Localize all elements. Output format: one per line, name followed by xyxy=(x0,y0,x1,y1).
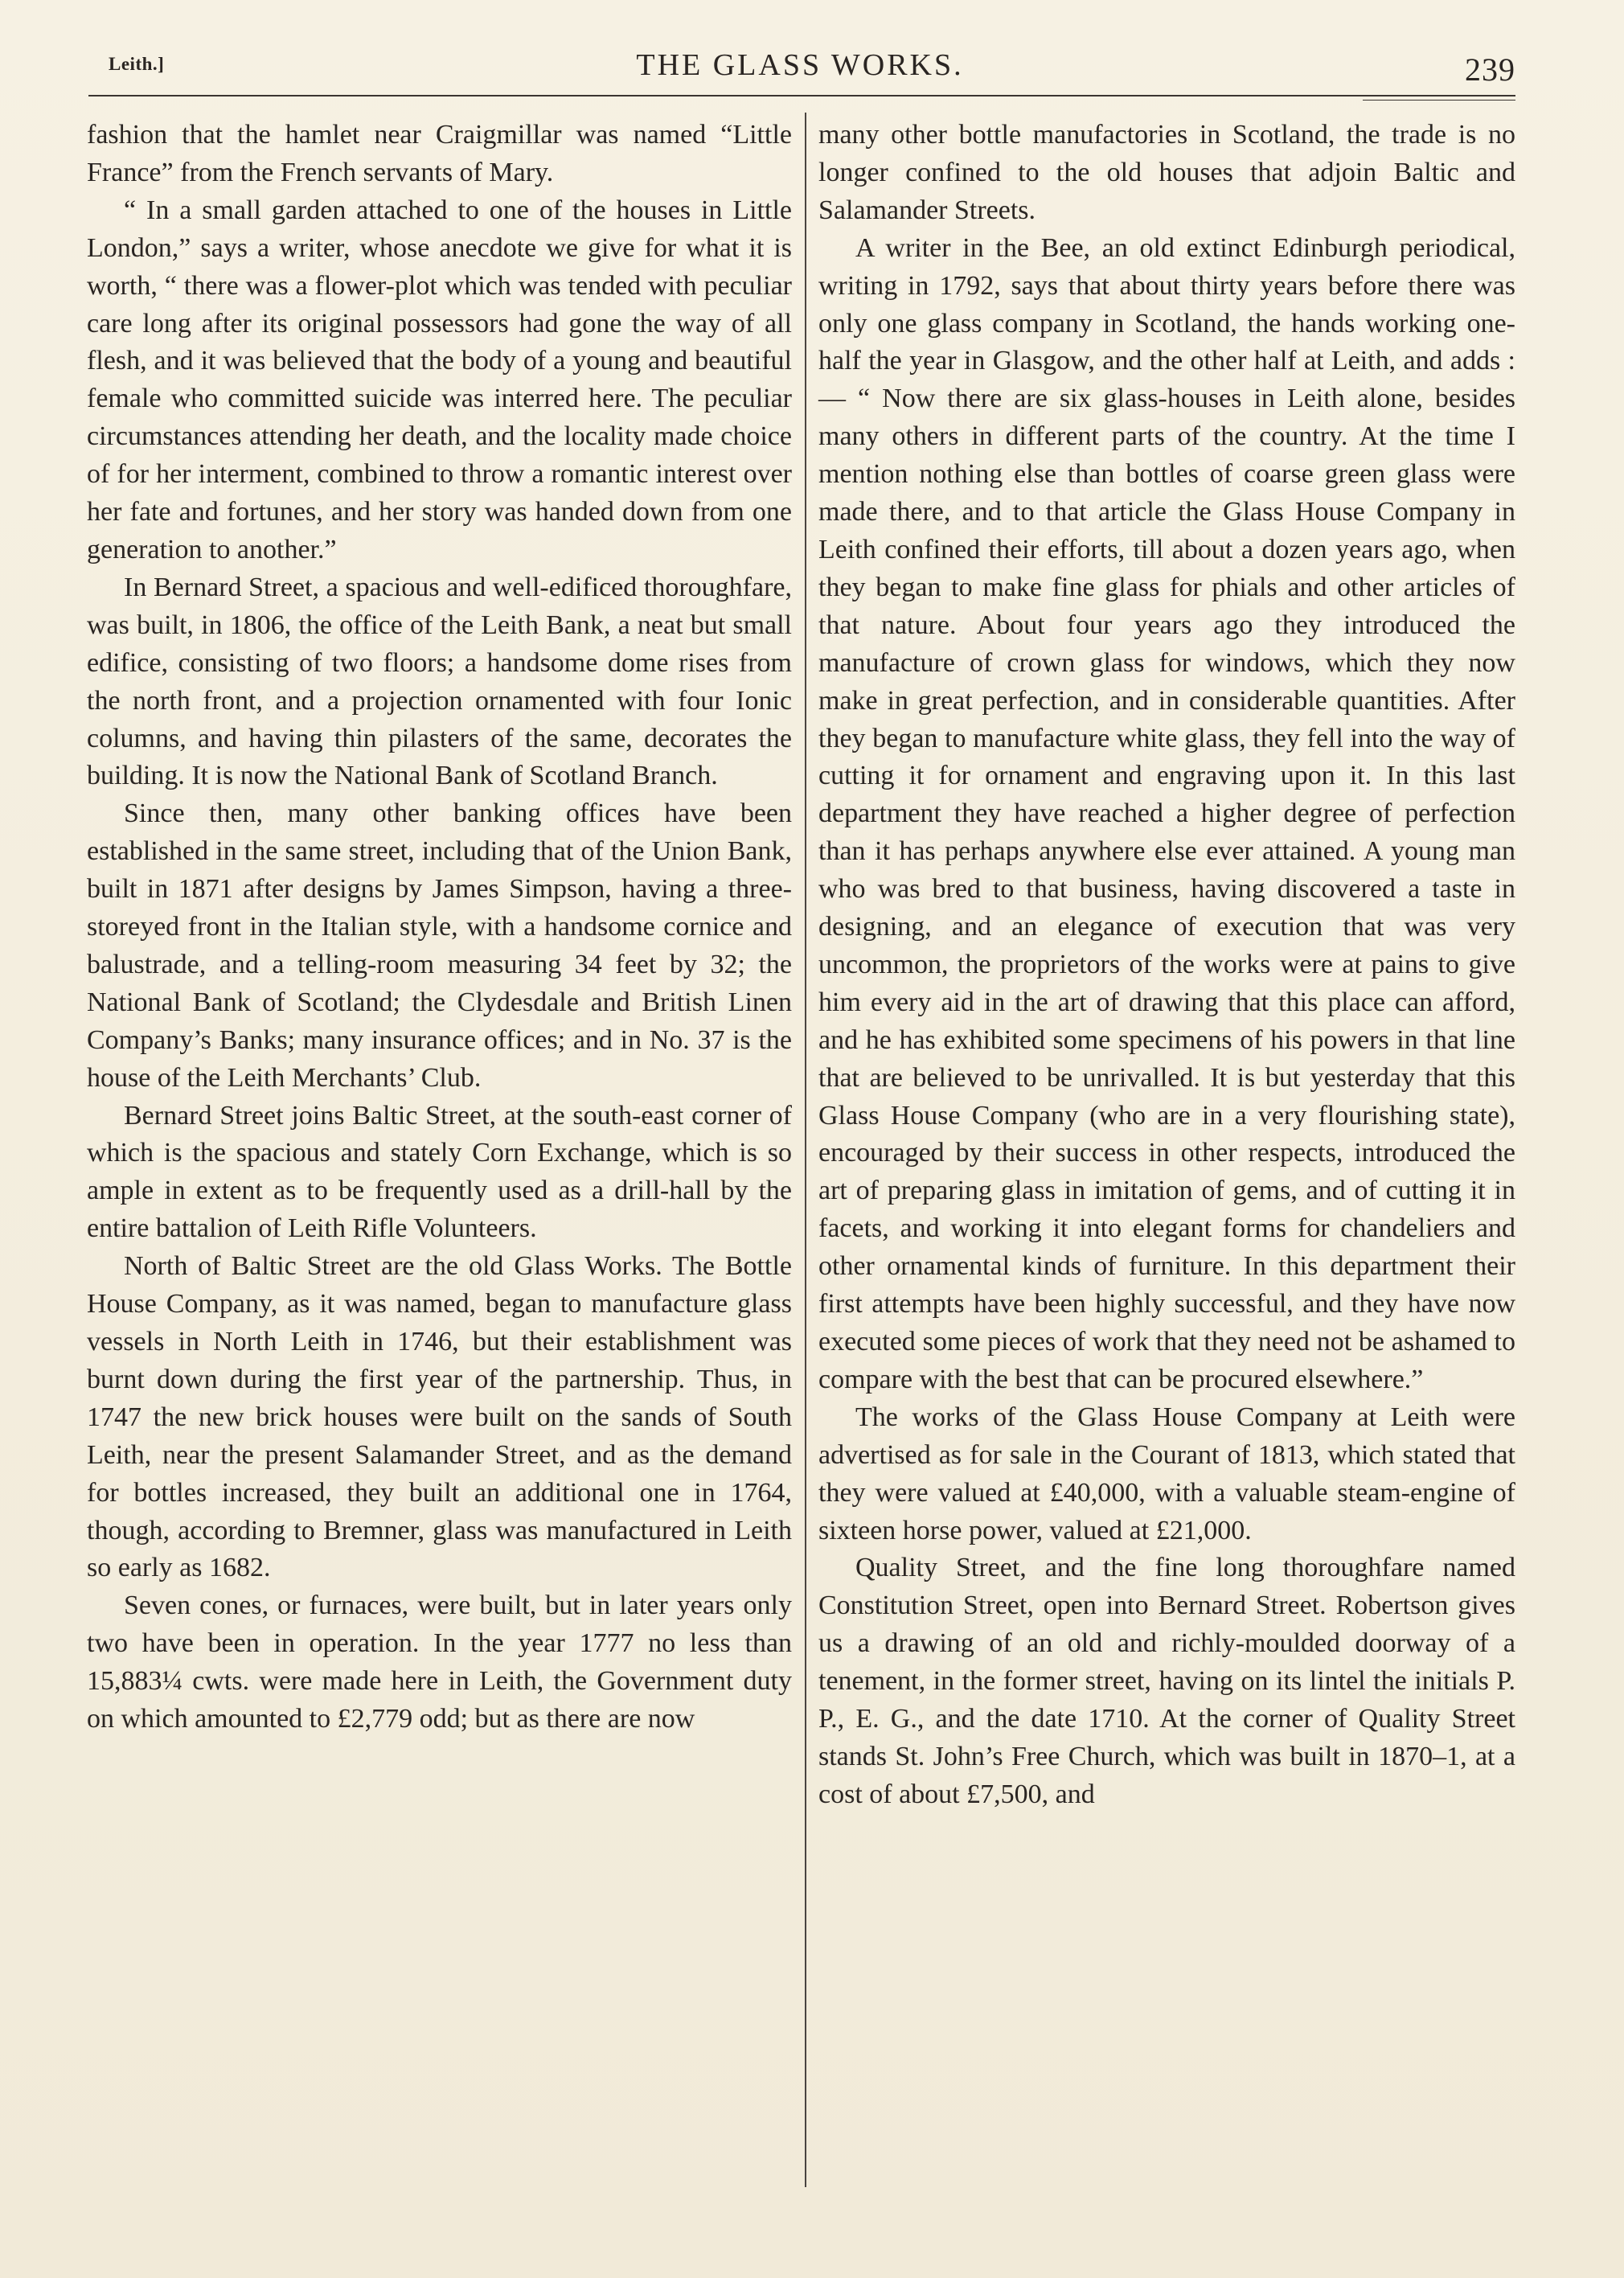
running-head xyxy=(84,44,1515,92)
paragraph: The works of the Glass House Company at Leith were advertised as for sale in the Courant of 1813, which stated that they were valued at £40,000, with a valuable steam-engine of sixteen horse power, valued at £21,000. xyxy=(818,1402,1515,1545)
column-divider xyxy=(805,113,806,2187)
section-marker: Leith.] xyxy=(109,54,165,74)
paragraph: many other bottle manufactories in Scotland, the trade is no longer confined to the old houses that adjoin Baltic and Salamander Streets. xyxy=(818,120,1515,225)
header-rule-short xyxy=(1363,100,1515,101)
page-title: THE GLASS WORKS. xyxy=(636,48,964,82)
paragraph: Bernard Street joins Baltic Street, at the south-east corner of which is the spacious and stately Corn Exchange, which is so ample in extent as to be frequently used as a drill-hall by the entire battalion of Leith Rifle Volunteers. xyxy=(87,1100,792,1244)
paragraph: fashion that the hamlet near Craigmillar was named “Little France” from the French servants of Mary. xyxy=(87,120,792,187)
paragraph: Seven cones, or furnaces, were built, but in later years only two have been in operation. In the year 1777 no less than 15,883¼ cwts. were made here in Leith, the Government duty on which amounted to £2,779 odd; but as there are now xyxy=(87,1590,792,1734)
page-number: 239 xyxy=(1465,51,1515,88)
header-rule xyxy=(88,95,1515,96)
paragraph: Since then, many other banking offices have been established in the same street, including that of the Union Bank, built in 1871 after designs by James Simpson, having a three-storeyed front in the Italian style, with a handsome cornice and balustrade, and a telling-room measuring 34 feet by 32; the National Bank of Scotland; the Clydesdale and British Linen Company’s Banks; many insurance offices; and in No. 37 is the house of the Leith Merchants’ Club. xyxy=(87,798,792,1093)
paragraph: In Bernard Street, a spacious and well-edificed thoroughfare, was built, in 1806, the office of the Leith Bank, a neat but small edifice, consisting of two floors; a handsome dome rises from the north front, and a projection ornamented with four Ionic columns, and having thin pilasters of the same, decorates the building. It is now the National Bank of Scotland Branch. xyxy=(87,572,792,791)
paragraph: A writer in the Bee, an old extinct Edinburgh periodical, writing in 1792, says that about thirty years before there was only one glass company in Scotland, the hands working one-half the year in Glasgow, and the other half at Leith, and adds :— “ Now there are six glass-houses in Leith alone, besides many others in different parts of the country. At the time I mention nothing else than bottles of coarse green glass were made there, and to that article the Glass House Company in Leith confined their efforts, till about a dozen years ago, when they began to make fine glass for phials and other articles of that nature. About four years ago they introduced the manufacture of crown glass for windows, which they now make in great perfection, and in considerable quantities. After they began to manufacture white glass, they fell into the way of cutting it for ornament and engraving upon it. In this last department they have reached a higher degree of perfection than it has perhaps anywhere else ever attained. A young man who was bred to that business, having discovered a taste in designing, and an elegance of execution that was very uncommon, the proprietors of the works were at pains to give him every aid in the art of drawing that this place can afford, and he has exhibited some specimens of his powers in that line that are believed to be unrivalled. It is but yesterday that this Glass House Company (who are in a very flourishing state), encouraged by their success in other respects, introduced the art of preparing glass in imitation of gems, and of cutting it in facets, and working it into elegant forms for chandeliers and other ornamental kinds of furniture. In this department their first attempts have been highly successful, and they have now executed some pieces of work that they need not be ashamed to compare with the best that can be procured elsewhere.” xyxy=(818,232,1515,1394)
paragraph: “ In a small garden attached to one of the houses in Little London,” says a writer, whose anecdote we give for what it is worth, “ there was a flower-plot which was tended with peculiar care long after its original possessors had gone the way of all flesh, and it was believed that the body of a young and beautiful female who committed suicide was interred here. The peculiar circumstances attending her death, and the locality made choice of for her interment, combined to throw a romantic interest over her fate and fortunes, and her story was handed down from one generation to another.” xyxy=(87,195,792,564)
left-column xyxy=(87,117,792,1738)
paragraph: Quality Street, and the fine long thoroughfare named Constitution Street, open into Bernard Street. Robertson gives us a drawing of an old and richly-moulded doorway of a tenement, in the former street, having on its lintel the initials P. P., E. G., and the date 1710. At the corner of Quality Street stands St. John’s Free Church, which was built in 1870–1, at a cost of about £7,500, and xyxy=(818,1553,1515,1809)
right-column xyxy=(818,117,1515,1814)
paragraph: North of Baltic Street are the old Glass Works. The Bottle House Company, as it was named, began to manufacture glass vessels in North Leith in 1746, but their establishment was burnt down during the first year of the partnership. Thus, in 1747 the new brick houses were built on the sands of South Leith, near the present Salamander Street, and as the demand for bottles increased, they built an additional one in 1764, though, according to Bremner, glass was manufactured in Leith so early as 1682. xyxy=(87,1251,792,1583)
